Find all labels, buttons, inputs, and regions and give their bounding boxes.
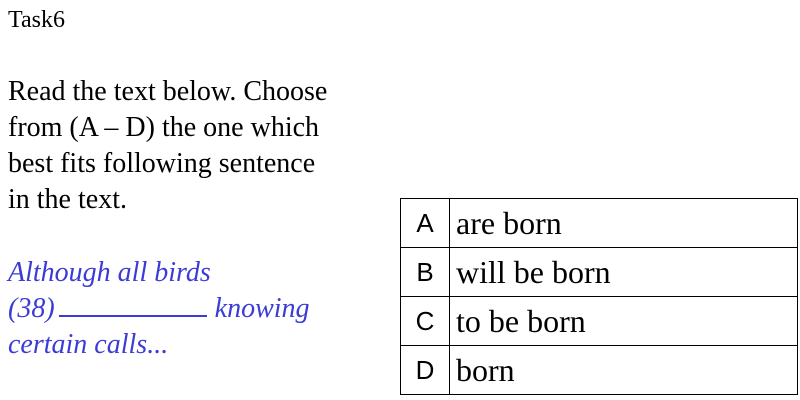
instructions-line: best fits following sentence	[8, 148, 316, 179]
question-number: (38)	[8, 293, 55, 324]
question-sentence	[8, 255, 348, 363]
question-line	[8, 291, 348, 327]
option-text: to be born	[450, 297, 798, 346]
question-continuation: knowing	[214, 293, 310, 324]
option-text: will be born	[450, 248, 798, 297]
task-title: Task6	[8, 7, 65, 33]
question-line: Although all birds	[8, 257, 211, 288]
answer-blank	[59, 293, 207, 317]
options-table	[400, 198, 798, 395]
option-row-b[interactable]	[401, 248, 798, 297]
option-row-c[interactable]	[401, 297, 798, 346]
instructions-text	[8, 74, 368, 218]
instructions-line: from (A – D) the one which	[8, 112, 320, 143]
option-row-d[interactable]	[401, 346, 798, 395]
question-line: certain calls...	[8, 329, 169, 360]
option-letter: D	[401, 346, 450, 395]
option-letter: A	[401, 199, 450, 248]
instructions-line: in the text.	[8, 184, 127, 215]
option-letter: B	[401, 248, 450, 297]
option-row-a[interactable]	[401, 199, 798, 248]
option-text: are born	[450, 199, 798, 248]
instructions-line: Read the text below. Choose	[8, 76, 328, 107]
option-text: born	[450, 346, 798, 395]
option-letter: C	[401, 297, 450, 346]
